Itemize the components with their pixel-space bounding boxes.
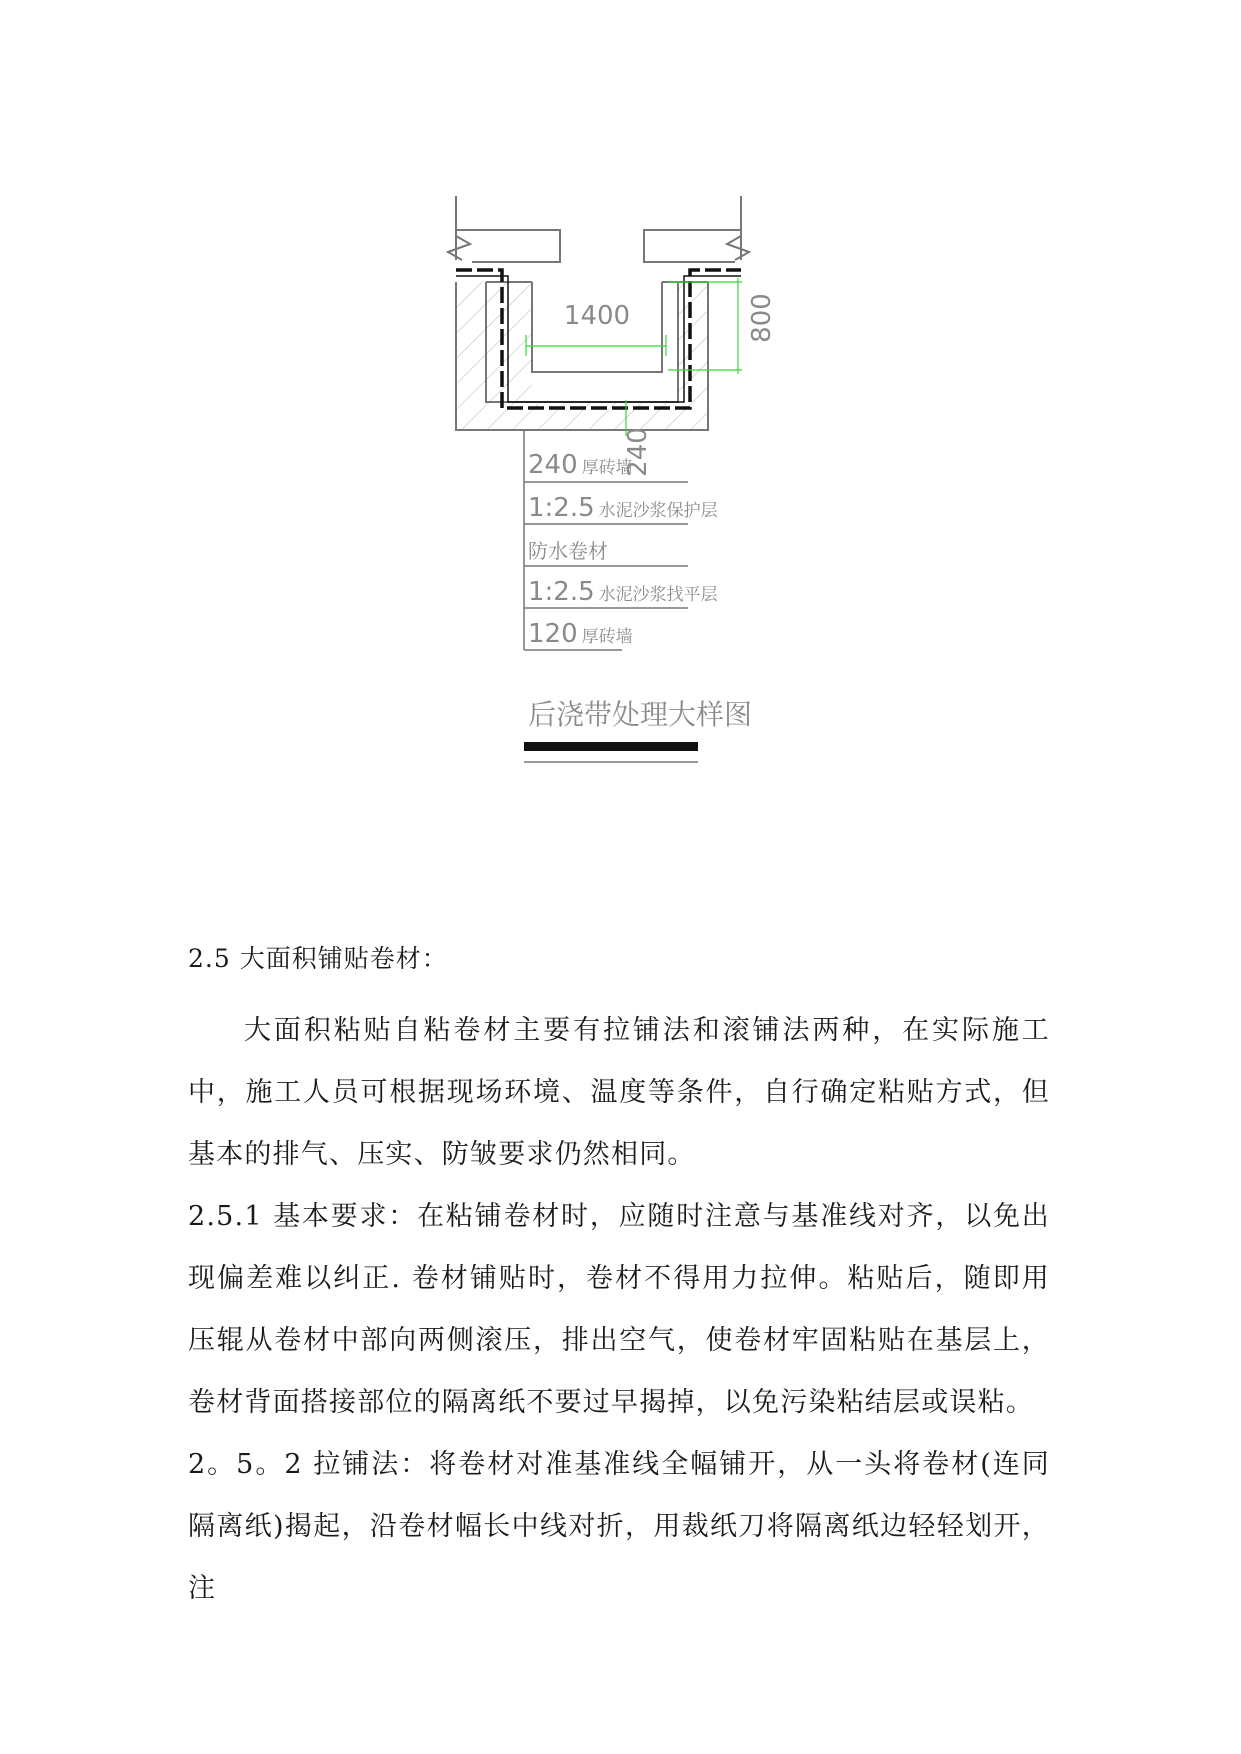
dimension-800: 800 (747, 293, 777, 343)
legend-2: 1:2.5 水泥沙浆保护层 (528, 493, 718, 523)
paragraph-1: 大面积粘贴自粘卷材主要有拉铺法和滚铺法两种，在实际施工中，施工人员可根据现场环境、温度等条件，自行确定粘贴方式，但基本的排气、压实、防皱要求仍然相同。 (188, 1015, 1050, 1170)
legend-4: 1:2.5 水泥沙浆找平层 (528, 577, 718, 607)
dimension-1400: 1400 (563, 301, 631, 331)
paragraph-2: 2.5.1 基本要求：在粘铺卷材时，应随时注意与基准线对齐，以免出现偏差难以纠正. 卷材铺贴时，卷材不得用力拉伸。粘贴后，随即用压辊从卷材中部向两侧滚压，排出空气，使卷材牢固粘贴在基层上，卷材背面搭接部位的隔离纸不要过早揭掉，以免污染粘结层或误粘。 (188, 1201, 1050, 1418)
paragraph-3: 2。5。2 拉铺法：将卷材对准基准线全幅铺开，从一头将卷材(连同隔离纸)揭起，沿卷材幅长中线对折，用裁纸刀将隔离纸边轻轻划开，注 (188, 1449, 1050, 1604)
legend (528, 450, 718, 649)
dimension-240: 240 (623, 427, 653, 477)
legend-5: 120 厚砖墙 (528, 619, 633, 649)
legend-3: 防水卷材 (528, 539, 608, 563)
detail-drawing (0, 0, 1241, 800)
legend-1: 240 厚砖墙 (528, 450, 633, 480)
figure-caption: 后浇带处理大样图 (528, 698, 753, 731)
section-heading: 2.5 大面积铺贴卷材： (188, 944, 448, 973)
caption-underline (524, 742, 698, 751)
